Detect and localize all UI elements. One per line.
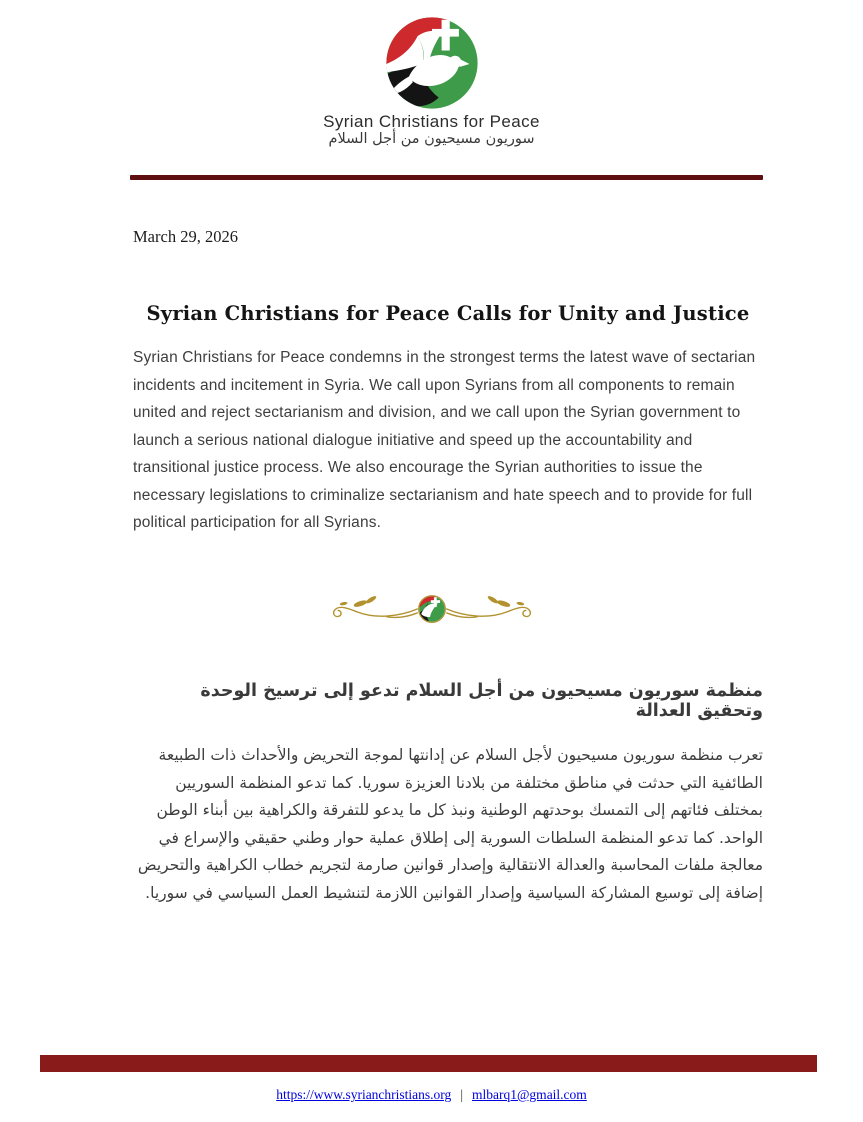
website-link[interactable]: https://www.syrianchristians.org	[276, 1087, 452, 1102]
press-release-body-en: Syrian Christians for Peace condemns in the strongest terms the latest wave of sectarian incidents and incitement in Syria. We call upon Syrians from all components to remain united and reject sectarianism and division, and we call upon the Syrian government to launch a serious national dialogue initiative and speed up the accountability and transitional justice process. We also encourage the Syrian authorities to issue the necessary legislations to criminalize sectarianism and hate speech and to provide for full political participation for all Syrians.	[133, 349, 756, 531]
org-name-arabic: سوريون مسيحيون من أجل السلام	[328, 131, 535, 147]
header-rule	[130, 175, 763, 180]
email-link[interactable]: mlbarq1@gmail.com	[472, 1087, 587, 1102]
org-logo-icon	[384, 15, 480, 111]
press-release-body-ar: تعرب منظمة سوريون مسيحيون لأجل السلام عن إدانتها لموجة التحريض والأحداث ذات الطبيعة الطائفية التي حدثت في مناطق مختلفة من بلادنا العزيزة سوريا. كما تدعو المنظمة السوريين بمختلف فئاتهم إلى التمسك بوحدتهم الوطنية ونبذ كل ما يدعو للتفرقة والكراهية بين أبناء الوطن الواحد. كما تدعو المنظمة السلطات السورية إلى إطلاق عملية حوار وطني حقيقي والإسراع في معالجة ملفات المحاسبة والعدالة الانتقالية وإصدار قوانين صارمة لتجريم خطاب الكراهية والتحريض إضافة إلى توسيع المشاركة السياسية وإصدار القوانين اللازمة لتنشيط العمل السياسي في سوريا.	[137, 746, 763, 902]
link-separator: |	[460, 1087, 464, 1102]
press-release-title-en: Syrian Christians for Peace Calls for Unity and Justice	[146, 302, 750, 325]
org-name-english: Syrian Christians for Peace	[323, 112, 540, 131]
footer-links	[0, 1087, 863, 1103]
date-line: March 29, 2026	[133, 227, 238, 246]
ornament-divider-icon	[324, 590, 540, 630]
press-release-title-ar: منظمة سوريون مسيحيون من أجل السلام تدعو إلى ترسيخ الوحدة وتحقيق العدالة	[200, 681, 763, 721]
footer-bar	[40, 1055, 817, 1072]
